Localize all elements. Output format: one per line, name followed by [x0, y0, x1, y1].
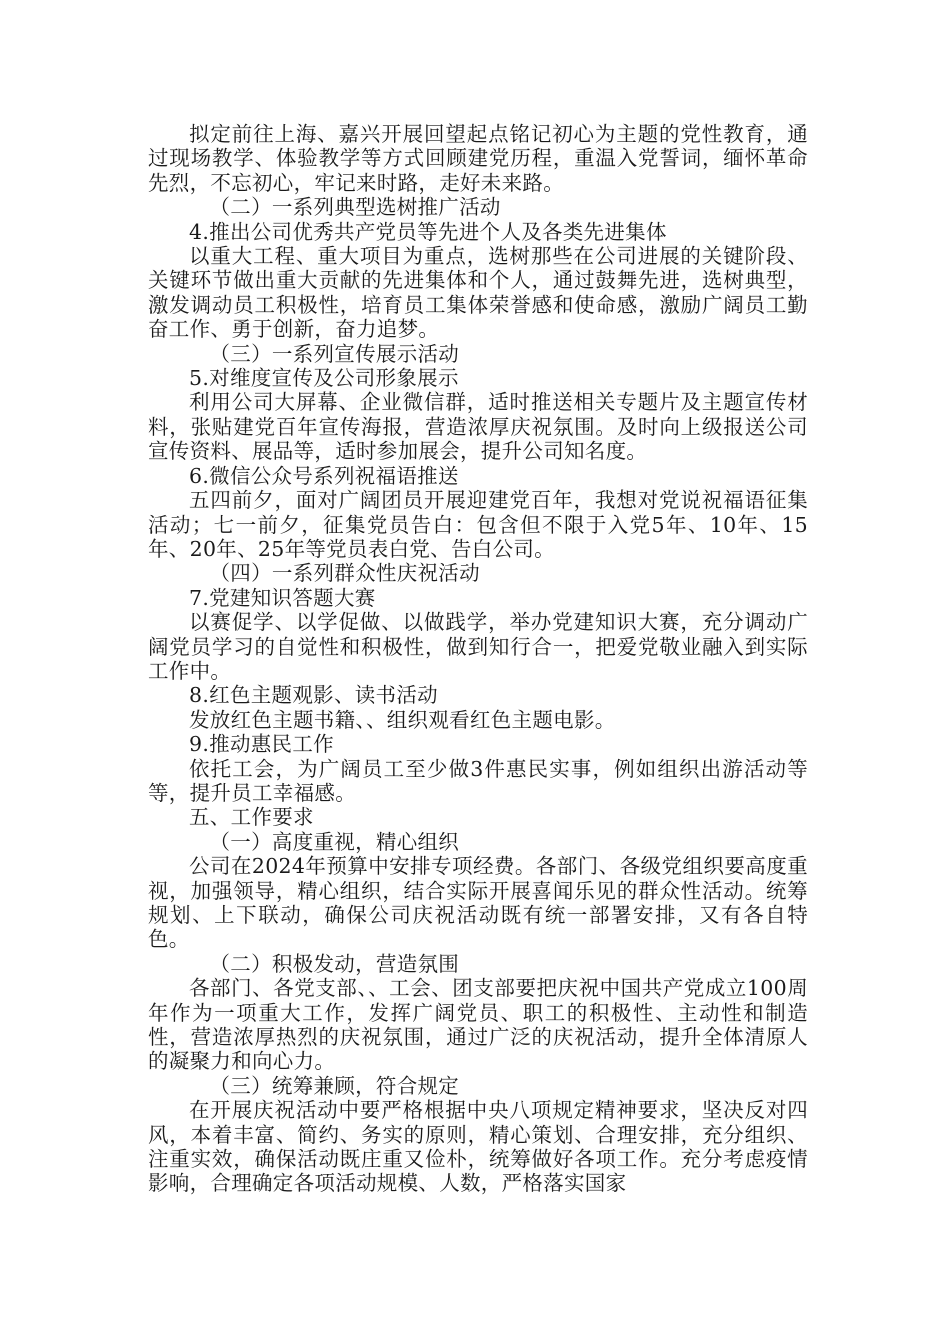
paragraph: 公司在2024年预算中安排专项经费。各部门、各级党组织要高度重视，加强领导，精心组织，结合实际开展喜闻乐见的群众性活动。统筹规划、上下联动，确保公司庆祝活动既有统一部署安排，又有各自特色。: [148, 854, 808, 952]
section-heading: （四）一系列群众性庆祝活动: [209, 561, 480, 586]
chapter-heading: 五、工作要求: [189, 805, 314, 830]
paragraph: 以重大工程、重大项目为重点，选树那些在公司进展的关键阶段、关键环节做出重大贡献的先进集体和个人，通过鼓舞先进，选树典型，激发调动员工积极性，培育员工集体荣誉感和使命感，激励广阔员工勤奋工作、勇于创新，奋力追梦。: [148, 244, 808, 342]
section-heading: （三）统筹兼顾，符合规定: [209, 1073, 460, 1098]
section-heading: （一）高度重视，精心组织: [209, 829, 460, 854]
item-title: 4.推出公司优秀共产党员等先进个人及各类先进集体: [189, 219, 667, 244]
section-heading: （三）一系列宣传展示活动: [209, 341, 460, 366]
paragraph: 五四前夕，面对广阔团员开展迎建党百年，我想对党说祝福语征集活动；七一前夕，征集党员告白：包含但不限于入党5年、10年、15年、20年、25年等党员表白党、告白公司。: [148, 488, 808, 561]
paragraph: 依托工会，为广阔员工至少做3件惠民实事，例如组织出游活动等等，提升员工幸福感。: [148, 756, 808, 805]
item-title: 6.微信公众号系列祝福语推送: [189, 463, 459, 488]
item-title: 8.红色主题观影、读书活动: [189, 683, 438, 708]
paragraph: 利用公司大屏幕、企业微信群，适时推送相关专题片及主题宣传材料，张贴建党百年宣传海报，营造浓厚庆祝氛围。及时向上级报送公司宣传资料、展品等，适时参加展会，提升公司知名度。: [148, 390, 808, 464]
item-title: 9.推动惠民工作: [189, 732, 334, 757]
paragraph: 发放红色主题书籍、、组织观看红色主题电影。: [189, 707, 616, 732]
section-heading: （二）一系列典型选树推广活动: [209, 195, 501, 220]
paragraph: 拟定前往上海、嘉兴开展回望起点铭记初心为主题的党性教育，通过现场教学、体验教学等方式回顾建党历程，重温入党誓词，缅怀革命先烈，不忘初心，牢记来时路，走好未来路。: [148, 122, 808, 195]
section-heading: （二）积极发动，营造氛围: [209, 951, 460, 976]
document-body: [148, 122, 808, 1196]
paragraph: 以赛促学、以学促做、以做践学，举办党建知识大赛，充分调动广阔党员学习的自觉性和积极性，做到知行合一，把爱党敬业融入到实际工作中。: [148, 610, 808, 683]
item-title: 5.对维度宣传及公司形象展示: [189, 366, 459, 391]
paragraph: 在开展庆祝活动中要严格根据中央八项规定精神要求，坚决反对四风，本着丰富、简约、务实的原则，精心策划、合理安排，充分组织、注重实效，确保活动既庄重又俭朴，统筹做好各项工作。充分考虑疫情影响，合理确定各项活动规模、人数，严格落实国家: [148, 1098, 808, 1196]
paragraph: 各部门、各党支部、、工会、团支部要把庆祝中国共产党成立100周年作为一项重大工作，发挥广阔党员、职工的积极性、主动性和制造性，营造浓厚热烈的庆祝氛围，通过广泛的庆祝活动，提升全体清原人的凝聚力和向心力。: [148, 976, 808, 1074]
item-title: 7.党建知识答题大赛: [189, 585, 376, 610]
